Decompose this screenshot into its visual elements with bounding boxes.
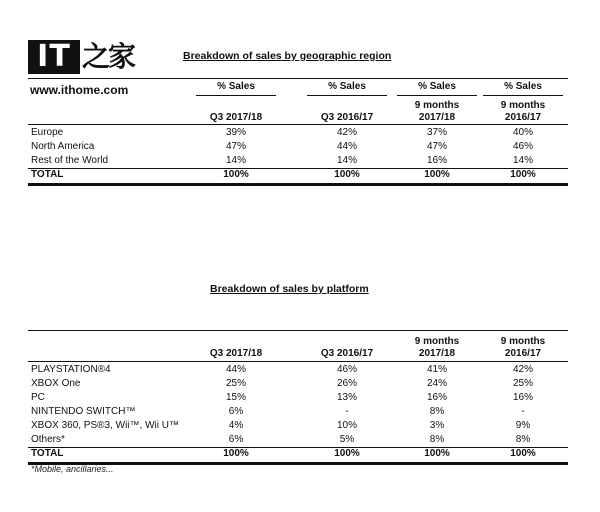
geo-total-value: 100% [334,169,360,180]
geo-row-label: Europe [31,127,64,138]
platform-cell-value: 41% [426,364,447,375]
platform-column-header: 9 months [500,336,546,347]
geo-pct-header: % Sales [217,81,255,92]
platform-header-rule [28,361,568,362]
platform-cell-value: 44% [225,364,246,375]
platform-cell-value: 8% [515,434,531,445]
platform-table-title: Breakdown of sales by platform [210,283,369,295]
geo-cell-value: 46% [512,141,533,152]
platform-row-label: Others* [31,434,65,445]
footnote: *Mobile, ancillaries... [31,464,114,474]
platform-cell-value: 9% [515,420,531,431]
platform-cell-value: 25% [225,378,246,389]
geo-column-header: Q3 2016/17 [320,112,374,123]
platform-column-header: Q3 2016/17 [320,348,374,359]
platform-column-header: 9 months [414,336,460,347]
platform-cell-value: 26% [336,378,357,389]
platform-row-label: NINTENDO SWITCH™ [31,406,136,417]
platform-total-label: TOTAL [31,448,64,459]
platform-cell-value: 6% [228,434,244,445]
geo-cell-value: 39% [225,127,246,138]
geo-cell-value: 14% [512,155,533,166]
ithome-logo [28,40,148,80]
geo-cell-value: 16% [426,155,447,166]
platform-cell-value: 16% [426,392,447,403]
platform-total-value: 100% [510,448,536,459]
platform-cell-value: 4% [228,420,244,431]
logo-glyph: 之家 [82,40,135,73]
geo-total-value: 100% [424,169,450,180]
platform-row-label: PLAYSTATION®4 [31,364,111,375]
site-url[interactable]: www.ithome.com [30,83,129,97]
geo-pct-underline [397,95,477,96]
geo-pct-header: % Sales [328,81,366,92]
geo-column-header: 9 months [414,100,460,111]
geo-cell-value: 47% [225,141,246,152]
geo-cell-value: 14% [336,155,357,166]
platform-row-label: XBOX 360, PS®3, Wii™, Wii U™ [31,420,179,431]
platform-cell-value: 10% [336,420,357,431]
platform-cell-value: 46% [336,364,357,375]
geo-pct-header: % Sales [504,81,542,92]
geo-pct-header: % Sales [418,81,456,92]
geo-total-label: TOTAL [31,169,64,180]
geo-table-title: Breakdown of sales by geographic region [183,50,392,62]
geo-column-header: 9 months [500,100,546,111]
geo-total-value: 100% [223,169,249,180]
platform-cell-value: 15% [225,392,246,403]
platform-top-rule [28,330,568,331]
platform-total-value: 100% [223,448,249,459]
platform-cell-value: 5% [339,434,355,445]
geo-column-header: 2016/17 [504,112,542,123]
geo-cell-value: 42% [336,127,357,138]
geo-row-label: North America [31,141,95,152]
platform-column-header: 2016/17 [504,348,542,359]
platform-column-header: 2017/18 [418,348,456,359]
platform-cell-value: 25% [512,378,533,389]
platform-cell-value: 6% [228,406,244,417]
geo-top-rule [28,78,568,79]
geo-cell-value: 44% [336,141,357,152]
platform-cell-value: 8% [429,434,445,445]
platform-column-header: Q3 2017/18 [209,348,263,359]
geo-cell-value: 40% [512,127,533,138]
platform-cell-value: - [521,406,525,417]
platform-total-value: 100% [334,448,360,459]
geo-pct-underline [483,95,563,96]
geo-pct-underline [196,95,276,96]
geo-header-rule [28,124,568,125]
platform-row-label: PC [31,392,45,403]
platform-cell-value: 3% [429,420,445,431]
geo-cell-value: 37% [426,127,447,138]
platform-cell-value: 42% [512,364,533,375]
platform-cell-value: - [345,406,349,417]
platform-cell-value: 8% [429,406,445,417]
geo-cell-value: 14% [225,155,246,166]
platform-total-value: 100% [424,448,450,459]
platform-cell-value: 13% [336,392,357,403]
platform-row-label: XBOX One [31,378,81,389]
geo-bottom-rule [28,183,568,186]
logo-mark: IT [28,40,80,74]
geo-column-header: 2017/18 [418,112,456,123]
geo-total-value: 100% [510,169,536,180]
geo-column-header: Q3 2017/18 [209,112,263,123]
geo-row-label: Rest of the World [31,155,109,166]
platform-cell-value: 16% [512,392,533,403]
geo-cell-value: 47% [426,141,447,152]
geo-pct-underline [307,95,387,96]
platform-cell-value: 24% [426,378,447,389]
